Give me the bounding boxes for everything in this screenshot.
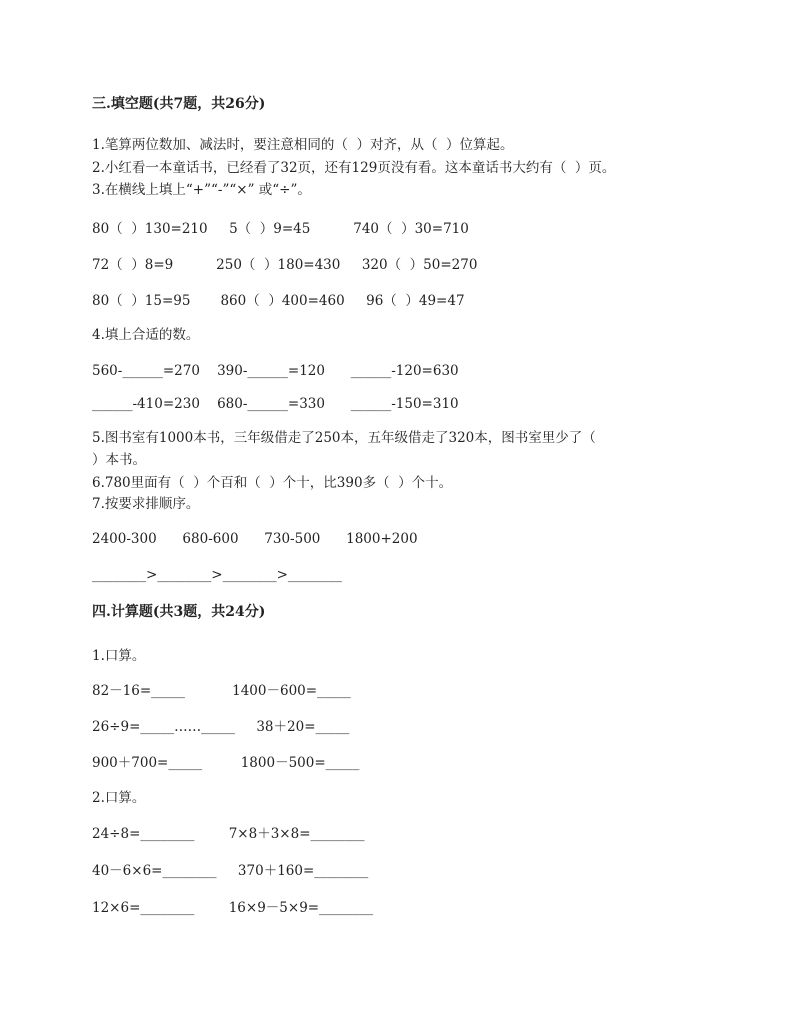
question-3-4-row-1: 560-______=270 390-______=120 ______-120=630: [92, 363, 459, 379]
question-4-1: 1.口算。: [92, 648, 146, 664]
question-4-1-row-2: 26÷9=_____……_____ 38＋20=_____: [92, 719, 350, 735]
section-3-heading: 三.填空题(共7题，共26分): [92, 96, 266, 112]
question-3-7-items: 2400-300 680-600 730-500 1800+200: [92, 531, 418, 547]
question-4-2-row-3: 12×6=________ 16×9－5×9=________: [92, 900, 374, 916]
question-3-7-blanks: ________>________>________>________: [92, 567, 342, 583]
question-3-4-row-2: ______-410=230 680-______=330 ______-150=310: [92, 396, 459, 412]
question-3-7: 7.按要求排顺序。: [92, 496, 200, 512]
question-3-6: 6.780里面有（ ）个百和（ ）个十，比390多（ ）个十。: [92, 475, 453, 491]
question-4-2-row-2: 40－6×6=________ 370＋160=________: [92, 863, 369, 879]
question-3-3-row-1: 80（ ）130=210 5（ ）9=45 740（ ）30=710: [92, 221, 469, 237]
question-3-4: 4.填上合适的数。: [92, 327, 200, 343]
question-3-5-line-2: ）本书。: [92, 452, 146, 468]
question-3-3-row-3: 80（ ）15=95 860（ ）400=460 96（ ）49=47: [92, 293, 465, 309]
question-4-2-row-1: 24÷8=________ 7×8＋3×8=________: [92, 826, 365, 842]
question-3-5-line-1: 5.图书室有1000本书，三年级借走了250本，五年级借走了320本，图书室里少了（: [92, 430, 596, 446]
question-4-2: 2.口算。: [92, 790, 146, 806]
question-3-1: 1.笔算两位数加、减法时，要注意相同的（ ）对齐，从（ ）位算起。: [92, 137, 514, 153]
question-3-2: 2.小红看一本童话书，已经看了32页，还有129页没有看。这本童话书大约有（ ）页。: [92, 160, 616, 176]
section-4-heading: 四.计算题(共3题，共24分): [92, 604, 266, 620]
question-4-1-row-3: 900＋700=_____ 1800－500=_____: [92, 755, 360, 771]
question-3-3-row-2: 72（ ）8=9 250（ ）180=430 320（ ）50=270: [92, 257, 478, 273]
question-4-1-row-1: 82－16=_____ 1400－600=_____: [92, 683, 351, 699]
question-3-3: 3.在横线上填上“+”“-”“×” 或“÷”。: [92, 182, 311, 198]
